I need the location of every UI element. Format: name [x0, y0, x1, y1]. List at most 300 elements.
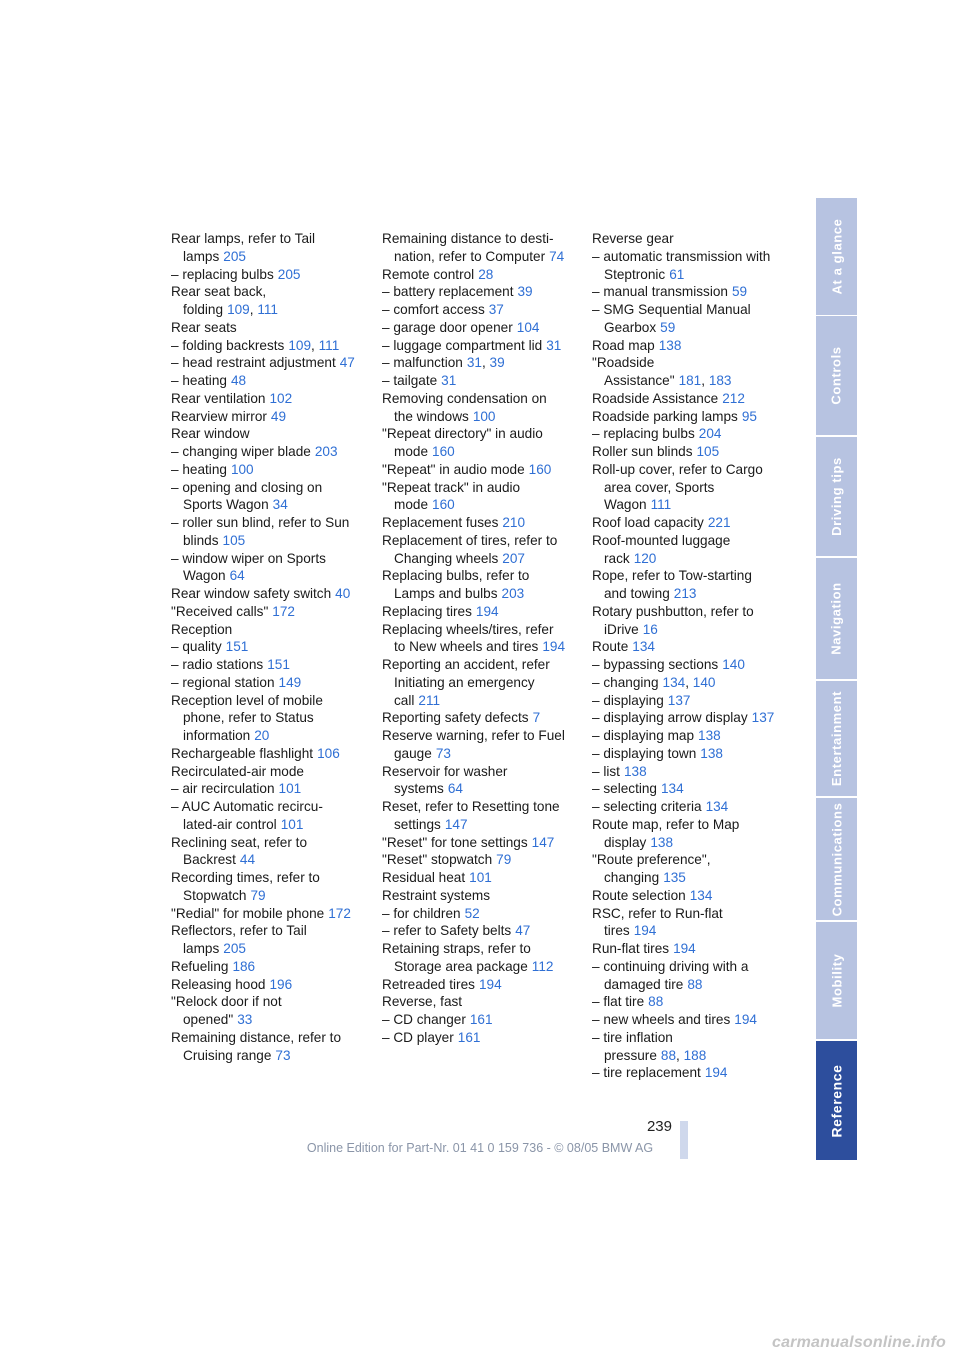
page-reference-link[interactable]: 31 — [466, 355, 482, 371]
index-entry-line — [382, 425, 587, 443]
page-reference-link[interactable]: 212 — [722, 390, 745, 406]
page-reference-link[interactable]: 161 — [469, 1012, 493, 1027]
page-reference-link[interactable]: 160 — [528, 461, 552, 477]
page-reference-link[interactable]: 221 — [707, 515, 731, 530]
entry-text: Roof-mounted luggage — [592, 532, 731, 548]
entry-text: – flat tire — [592, 994, 645, 1010]
index-entry-line — [382, 692, 587, 710]
entry-text: Roadside Assistance — [592, 390, 719, 406]
entry-text: Cruising range — [183, 1047, 272, 1063]
index-entry-line — [592, 390, 797, 408]
page-reference-link[interactable]: 205 — [223, 248, 246, 264]
entry-text: gauge — [394, 745, 432, 761]
entry-text: – bypassing sections — [592, 657, 719, 672]
page-reference-link[interactable]: 104 — [516, 319, 540, 335]
entry-text: Roadside parking lamps — [592, 408, 738, 424]
index-entry-line — [382, 301, 587, 319]
entry-text: Backrest — [183, 852, 236, 868]
entry-text: "Received calls" — [171, 603, 269, 619]
page-reference-link[interactable]: 194 — [704, 1065, 728, 1081]
page-reference-link[interactable]: 33 — [237, 1012, 253, 1027]
index-entry-line — [592, 550, 797, 568]
index-entry-line — [592, 692, 797, 710]
page-reference-link[interactable]: 64 — [229, 568, 245, 584]
entry-text: Replacement of tires, refer to — [382, 532, 558, 548]
index-entry-line — [171, 301, 376, 319]
index-entry-line — [592, 1047, 797, 1065]
entry-text: Rear seats — [171, 319, 237, 335]
page-reference-link[interactable]: 64 — [447, 781, 463, 797]
index-entry-line — [592, 763, 797, 781]
entry-text: Reverse, fast — [382, 994, 463, 1010]
page-reference-link[interactable]: 79 — [496, 852, 512, 868]
entry-text: information — [183, 728, 251, 743]
page-reference-link[interactable]: 31 — [441, 373, 457, 388]
page-reference-link[interactable]: 138 — [658, 337, 682, 353]
entry-text: to New wheels and tires — [394, 639, 539, 655]
entry-text: Releasing hood — [171, 976, 266, 992]
page-reference-link[interactable]: 111 — [318, 337, 340, 353]
index-entry-line — [382, 922, 587, 940]
entry-text: "Relock door if not — [171, 994, 282, 1010]
entry-text: mode — [394, 444, 429, 459]
tab-driving-tips[interactable] — [816, 437, 857, 556]
entry-text: Reception — [171, 621, 233, 637]
index-entry-line — [171, 319, 376, 337]
index-entry-line — [382, 905, 587, 923]
entry-text: , — [311, 337, 319, 353]
tab-navigation[interactable] — [816, 558, 857, 679]
index-entry-line — [171, 372, 376, 390]
page-reference-link[interactable]: 31 — [546, 337, 562, 353]
index-entry-line — [382, 319, 587, 337]
index-entry-line — [592, 496, 797, 514]
index-entry-line — [382, 479, 587, 497]
entry-text: "Route preference", — [592, 852, 711, 868]
page-reference-link[interactable]: 40 — [335, 586, 351, 601]
page-reference-link[interactable]: 28 — [478, 266, 494, 282]
entry-text: RSC, refer to Run-flat — [592, 905, 723, 921]
entry-text: Reserve warning, refer to Fuel — [382, 728, 565, 743]
entry-text: Reset, refer to Resetting tone — [382, 799, 560, 814]
entry-text: rack — [604, 550, 630, 566]
entry-text: – selecting — [592, 781, 657, 797]
index-entry-line — [171, 993, 376, 1011]
index-entry-line — [382, 727, 587, 745]
index-column-2 — [382, 230, 587, 1047]
index-entry-line — [592, 674, 797, 692]
tab-controls[interactable] — [816, 316, 857, 435]
page-reference-link[interactable]: 102 — [269, 390, 293, 406]
page-reference-link[interactable]: 194 — [633, 923, 657, 939]
page-reference-link[interactable]: 194 — [734, 1012, 757, 1027]
page-reference-link[interactable]: 59 — [732, 284, 748, 300]
entry-text: Route map, refer to Map — [592, 816, 740, 832]
index-entry-line — [382, 851, 587, 869]
index-entry-line — [592, 958, 797, 976]
entry-text: Reclining seat, refer to — [171, 834, 308, 850]
index-entry-line — [592, 301, 797, 319]
page-reference-link[interactable]: 140 — [722, 657, 745, 672]
index-entry-line — [171, 1047, 376, 1065]
index-entry-line — [382, 550, 587, 568]
index-entry-line — [382, 248, 587, 266]
entry-text: Rope, refer to Tow-starting — [592, 568, 752, 584]
entry-text: Lamps and bulbs — [394, 586, 498, 601]
page-reference-link[interactable]: 172 — [272, 603, 295, 619]
index-entry-line — [171, 674, 376, 692]
entry-text: Roof load capacity — [592, 515, 704, 530]
index-entry-line — [382, 763, 587, 781]
index-entry-line — [171, 532, 376, 550]
entry-text: – comfort access — [382, 302, 485, 317]
page-reference-link[interactable]: 213 — [673, 586, 697, 601]
index-entry-line — [592, 621, 797, 639]
index-entry-line — [382, 745, 587, 763]
index-entry-line — [592, 354, 797, 372]
page-reference-link[interactable]: 137 — [751, 710, 775, 726]
page-reference-link[interactable]: 88 — [687, 976, 703, 992]
index-entry-line — [382, 1029, 587, 1047]
page-reference-link[interactable]: 7 — [532, 710, 541, 726]
entry-text: Retaining straps, refer to — [382, 941, 531, 956]
entry-text: – heating — [171, 461, 227, 477]
page-reference-link[interactable]: 147 — [444, 816, 468, 832]
entry-text: Rechargeable flashlight — [171, 745, 314, 761]
page-reference-link[interactable]: 138 — [623, 763, 647, 779]
entry-text: – head restraint adjustment — [171, 355, 336, 371]
index-entry-line — [382, 567, 587, 585]
entry-text: Removing condensation on — [382, 390, 547, 406]
entry-text: – refer to Safety belts — [382, 923, 512, 939]
page-reference-link[interactable]: 88 — [660, 1047, 677, 1063]
entry-text: Assistance" — [604, 373, 675, 388]
page-reference-link[interactable]: 194 — [542, 639, 566, 655]
entry-text: – changing wiper blade — [171, 444, 311, 459]
page-reference-link[interactable]: 101 — [278, 781, 302, 797]
index-entry-line — [171, 337, 376, 355]
tab-label: Reference — [828, 1063, 845, 1138]
entry-text: area cover, Sports — [604, 479, 715, 495]
index-entry-line — [171, 905, 376, 923]
page-reference-link[interactable]: 172 — [328, 905, 351, 921]
footer-edition-note: Online Edition for Part-Nr. 01 41 0 159 736 - © 08/05 BMW AG — [306, 1141, 654, 1155]
page-reference-link[interactable]: 205 — [223, 941, 246, 956]
entry-text: – garage door opener — [382, 319, 513, 335]
index-entry-line — [171, 283, 376, 301]
page-reference-link[interactable]: 138 — [650, 834, 674, 850]
index-entry-line — [171, 745, 376, 763]
page-reference-link[interactable]: 147 — [531, 834, 555, 850]
page-reference-link[interactable]: 95 — [741, 408, 757, 424]
index-entry-line — [592, 887, 797, 905]
entry-text: Rear window — [171, 426, 250, 442]
page-reference-link[interactable]: 134 — [661, 781, 684, 797]
page-reference-link[interactable]: 149 — [278, 674, 302, 690]
entry-text: – changing — [592, 674, 659, 690]
index-entry-line — [592, 993, 797, 1011]
tab-entertainment[interactable] — [816, 681, 857, 796]
entry-text: Restraint systems — [382, 887, 491, 903]
page-reference-link[interactable]: 106 — [317, 745, 340, 761]
page-reference-link[interactable]: 100 — [230, 461, 254, 477]
page-reference-link[interactable]: 44 — [239, 852, 256, 868]
page-reference-link[interactable]: 73 — [275, 1047, 291, 1063]
tab-at-a-glance[interactable] — [816, 198, 857, 315]
index-entry-line — [382, 816, 587, 834]
entry-text: Replacing tires — [382, 603, 472, 619]
entry-text: "Reset" for tone settings — [382, 834, 528, 850]
page-reference-link[interactable]: 188 — [683, 1047, 707, 1063]
tab-label: Entertainment — [829, 690, 845, 787]
entry-text: Roller sun blinds — [592, 444, 693, 459]
index-entry-line — [592, 709, 797, 727]
index-entry-line — [171, 585, 376, 603]
index-entry-line — [592, 603, 797, 621]
page-number: 239 — [646, 1118, 672, 1135]
entry-text: nation, refer to Computer — [394, 248, 546, 264]
page-reference-link[interactable]: 137 — [667, 692, 691, 708]
page-reference-link[interactable]: 79 — [250, 887, 266, 903]
index-entry-line — [592, 940, 797, 958]
index-entry-line — [382, 585, 587, 603]
page-reference-link[interactable]: 100 — [472, 408, 496, 424]
entry-text: – list — [592, 763, 620, 779]
index-entry-line — [171, 443, 376, 461]
page-reference-link[interactable]: 61 — [669, 266, 685, 282]
page-reference-link[interactable]: 112 — [531, 958, 554, 974]
index-entry-line — [382, 869, 587, 887]
entry-text: – replacing bulbs — [592, 426, 695, 442]
entry-text: Reporting an accident, refer — [382, 657, 550, 672]
entry-text: Replacement fuses — [382, 515, 499, 530]
index-entry-line — [592, 1029, 797, 1047]
entry-text: – window wiper on Sports — [171, 550, 326, 566]
index-entry-line — [382, 283, 587, 301]
entry-text: phone, refer to Status — [183, 710, 314, 726]
index-entry-line — [171, 479, 376, 497]
index-entry-line — [592, 408, 797, 426]
index-column-3 — [592, 230, 797, 1082]
entry-text: settings — [394, 816, 441, 832]
index-entry-line — [382, 709, 587, 727]
index-entry-line — [592, 638, 797, 656]
index-entry-line — [592, 727, 797, 745]
page-reference-link[interactable]: 194 — [478, 976, 502, 992]
page-reference-link[interactable]: 109 — [288, 337, 312, 353]
index-entry-line — [382, 674, 587, 692]
entry-text: – quality — [171, 639, 222, 655]
page-reference-link[interactable]: 37 — [488, 302, 504, 317]
index-entry-line — [382, 958, 587, 976]
page-reference-link[interactable]: 105 — [222, 532, 246, 548]
index-entry-line — [592, 656, 797, 674]
index-entry-line — [592, 248, 797, 266]
page-reference-link[interactable]: 16 — [642, 621, 658, 637]
page-reference-link[interactable]: 101 — [469, 870, 492, 885]
page-reference-link[interactable]: 109 — [227, 302, 250, 317]
index-entry-line — [382, 337, 587, 355]
entry-text: – AUC Automatic recircu- — [171, 799, 323, 814]
page-reference-link[interactable]: 101 — [280, 816, 304, 832]
page-reference-link[interactable]: 203 — [314, 444, 338, 459]
index-entry-line — [592, 319, 797, 337]
page-reference-link[interactable]: 160 — [432, 444, 455, 459]
index-entry-line — [171, 869, 376, 887]
index-entry-line — [171, 638, 376, 656]
page-reference-link[interactable]: 204 — [698, 426, 722, 442]
tab-label: Navigation — [829, 582, 844, 655]
entry-text: Retreaded tires — [382, 976, 475, 992]
index-entry-line — [592, 532, 797, 550]
page-reference-link[interactable]: 111 — [650, 497, 672, 513]
entry-text: – tire inflation — [592, 1029, 673, 1045]
page-reference-link[interactable]: 74 — [549, 248, 565, 264]
index-entry-line — [592, 479, 797, 497]
index-entry-line — [382, 496, 587, 514]
page-reference-link[interactable]: 194 — [475, 603, 499, 619]
entry-text: – malfunction — [382, 355, 463, 371]
entry-text: "Repeat track" in audio — [382, 479, 521, 495]
entry-text: folding — [183, 302, 224, 317]
entry-text: lamps — [183, 941, 220, 956]
entry-text: Reservoir for washer — [382, 763, 508, 779]
page-reference-link[interactable]: 160 — [432, 497, 455, 513]
index-entry-line — [171, 816, 376, 834]
entry-text: – battery replacement — [382, 284, 514, 300]
index-entry-line — [592, 816, 797, 834]
entry-text: – opening and closing on — [171, 479, 323, 495]
index-entry-line — [171, 656, 376, 674]
index-entry-line — [171, 354, 376, 372]
entry-text: and towing — [604, 586, 670, 601]
index-entry-line — [382, 887, 587, 905]
entry-text: , — [685, 674, 693, 690]
index-entry-line — [171, 425, 376, 443]
entry-text: – tailgate — [382, 373, 438, 388]
page-reference-link[interactable]: 211 — [418, 692, 441, 708]
page-reference-link[interactable]: 73 — [435, 745, 451, 761]
page-reference-link[interactable]: 134 — [689, 887, 713, 903]
index-entry-line — [592, 922, 797, 940]
entry-text: , — [676, 1047, 684, 1063]
index-entry-line — [171, 266, 376, 284]
page-reference-link[interactable]: 105 — [696, 444, 720, 459]
page-reference-link[interactable]: 39 — [489, 355, 505, 371]
entry-text: iDrive — [604, 621, 639, 637]
index-entry-line — [171, 567, 376, 585]
page-reference-link[interactable]: 20 — [254, 728, 270, 743]
index-entry-line — [171, 230, 376, 248]
page-reference-link[interactable]: 49 — [270, 408, 287, 424]
page-reference-link[interactable]: 47 — [515, 923, 531, 939]
page-reference-link[interactable]: 140 — [692, 674, 716, 690]
index-entry-line — [592, 834, 797, 852]
page-reference-link[interactable]: 161 — [457, 1029, 481, 1045]
entry-text: Reflectors, refer to Tail — [171, 923, 307, 939]
tab-mobility[interactable] — [816, 922, 857, 1039]
index-entry-line — [171, 763, 376, 781]
entry-text: Remaining distance to desti- — [382, 231, 554, 246]
index-entry-line — [382, 834, 587, 852]
entry-text: Route selection — [592, 887, 686, 903]
index-entry-line — [592, 1011, 797, 1029]
page-reference-link[interactable]: 205 — [277, 266, 301, 282]
entry-text: – replacing bulbs — [171, 266, 274, 282]
entry-text: "Repeat directory" in audio — [382, 426, 543, 442]
entry-text: – continuing driving with a — [592, 958, 749, 974]
entry-text: Reception level of mobile — [171, 692, 323, 708]
page-reference-link[interactable]: 183 — [708, 373, 732, 388]
index-column-1 — [171, 230, 376, 1064]
index-entry-line — [382, 443, 587, 461]
page-reference-link[interactable]: 34 — [272, 497, 288, 513]
entry-text: – air recirculation — [171, 781, 275, 797]
entry-text: Initiating an emergency — [394, 674, 535, 690]
index-entry-line — [171, 390, 376, 408]
page-reference-link[interactable]: 134 — [632, 639, 655, 655]
entry-text: mode — [394, 497, 429, 513]
entry-text: – for children — [382, 905, 461, 921]
tab-communications[interactable] — [816, 798, 857, 920]
entry-text: Remaining distance, refer to — [171, 1029, 342, 1045]
page-reference-link[interactable]: 52 — [464, 905, 480, 921]
index-entry-line — [171, 834, 376, 852]
page-reference-link[interactable]: 138 — [700, 745, 723, 761]
index-entry-line — [171, 958, 376, 976]
index-entry-line — [171, 514, 376, 532]
index-entry-line — [382, 514, 587, 532]
page-reference-link[interactable]: 88 — [648, 994, 664, 1010]
page-reference-link[interactable]: 207 — [502, 550, 525, 566]
page-reference-link[interactable]: 138 — [698, 728, 721, 743]
index-entry-line — [382, 390, 587, 408]
entry-text: Steptronic — [604, 266, 666, 282]
page-reference-link[interactable]: 135 — [663, 870, 686, 885]
entry-text: Reverse gear — [592, 231, 674, 246]
page-reference-link[interactable]: 194 — [673, 941, 696, 956]
page-reference-link[interactable]: 39 — [517, 284, 533, 300]
page-reference-link[interactable]: 47 — [339, 355, 355, 371]
entry-text: Rear lamps, refer to Tail — [171, 231, 316, 246]
page-reference-link[interactable]: 134 — [662, 674, 686, 690]
page-reference-link[interactable]: 111 — [257, 302, 278, 317]
page-reference-link[interactable]: 120 — [633, 550, 657, 566]
entry-text: Storage area package — [394, 958, 528, 974]
entry-text: – selecting criteria — [592, 799, 702, 814]
entry-text: tires — [604, 923, 630, 939]
entry-text: "Redial" for mobile phone — [171, 905, 325, 921]
entry-text: Rear window safety switch — [171, 586, 332, 601]
entry-text: Recording times, refer to — [171, 870, 320, 885]
page-reference-link[interactable]: 151 — [267, 657, 290, 672]
page-reference-link[interactable]: 59 — [660, 319, 676, 335]
page-reference-link[interactable]: 203 — [501, 586, 525, 601]
index-entry-line — [171, 496, 376, 514]
page-reference-link[interactable]: 181 — [678, 373, 702, 388]
page-reference-link[interactable]: 134 — [705, 799, 729, 814]
page-reference-link[interactable]: 196 — [269, 976, 293, 992]
index-entry-line — [171, 887, 376, 905]
page-reference-link[interactable]: 210 — [502, 515, 526, 530]
entry-text: Rear seat back, — [171, 284, 267, 300]
page-reference-link[interactable]: 151 — [225, 639, 249, 655]
entry-text: – automatic transmission with — [592, 248, 771, 264]
page-reference-link[interactable]: 48 — [230, 373, 247, 388]
index-entry-line — [592, 425, 797, 443]
page-reference-link[interactable]: 186 — [232, 958, 256, 974]
index-entry-line — [382, 976, 587, 994]
